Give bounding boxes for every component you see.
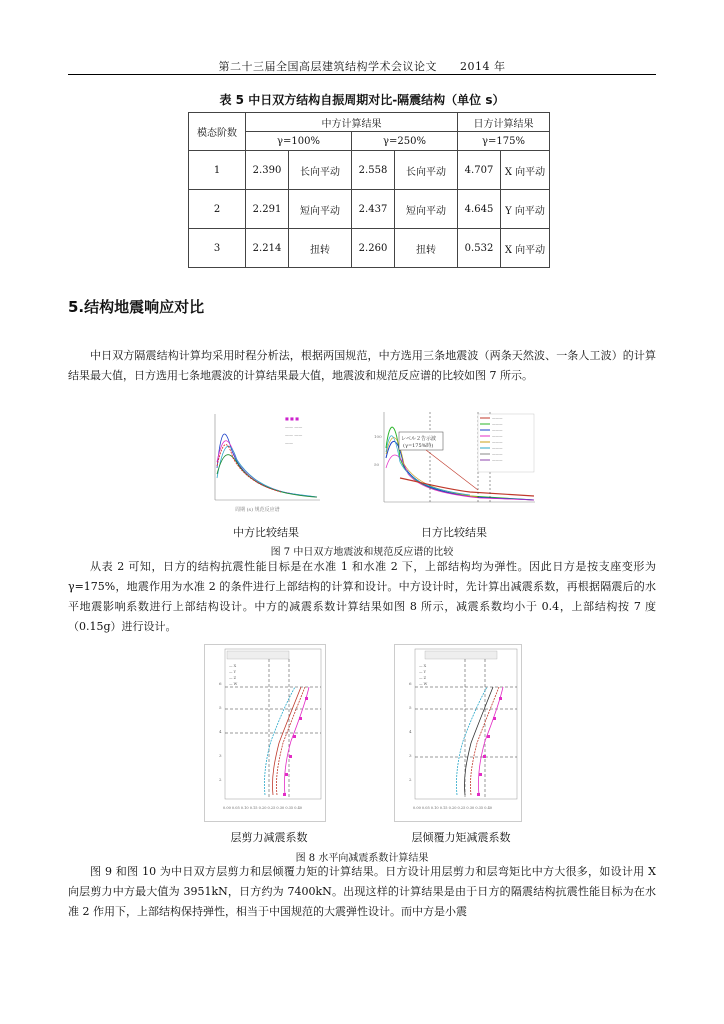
fig8-left-caption: 层剪力减震系数 <box>230 831 308 844</box>
svg-text:4: 4 <box>409 729 412 734</box>
svg-text:———: ——— <box>492 434 503 438</box>
fig8-right-chart <box>394 644 522 822</box>
svg-text:6: 6 <box>219 681 222 686</box>
fig7-right-chart <box>370 408 538 518</box>
cell-t250: 2.260 <box>352 229 395 268</box>
fig8-left-chart <box>204 644 326 822</box>
svg-text:2: 2 <box>409 777 412 782</box>
header-mode: 模态阶数 <box>189 113 246 151</box>
svg-text:周期 (s) 规范反应谱: 周期 (s) 规范反应谱 <box>235 507 280 513</box>
cell-djp: Y 向平动 <box>501 190 550 229</box>
svg-text:— X: — X <box>419 664 427 668</box>
svg-text:— Z: — Z <box>229 676 237 680</box>
cell-t250: 2.558 <box>352 151 395 190</box>
cell-tjp: 4.645 <box>458 190 501 229</box>
svg-text:—— ——: —— —— <box>285 432 303 437</box>
svg-text:———: ——— <box>492 452 503 456</box>
svg-text:3: 3 <box>219 753 222 758</box>
cell-tjp: 0.532 <box>458 229 501 268</box>
fig7-caption: 图 7 中日双方地震波和规范反应谱的比较 <box>270 547 454 558</box>
section-title: 5.结构地震响应对比 <box>68 298 205 316</box>
svg-text:3: 3 <box>409 753 412 758</box>
paragraph-2: 从表 2 可知，日方的结构抗震性能目标是在水准 1 和水准 2 下，上部结构均为弹性。因此日方是按支座变形为γ=175%，地震作用为水准 2 的条件进行上部结构的计算和设计。中方设计时，先计算出减震系数，再根据隔震后的水平地震影响系数进行上部结构设计。中方的减震系数计算结果如图 8 所示，减震系数均小于 0.4，上部结构按 7 度（0.15g）进行设计。 <box>68 560 656 633</box>
svg-text:———: ——— <box>492 422 503 426</box>
cell-d100: 长向平动 <box>289 151 352 190</box>
fig8-right-caption: 层倾覆力矩减震系数 <box>411 831 511 844</box>
running-header: 第二十三届全国高层建筑结构学术会议论文 2014 年 <box>218 60 506 73</box>
header-japan: 日方计算结果 <box>458 113 550 132</box>
cell-t100: 2.291 <box>246 190 289 229</box>
svg-text:———: ——— <box>492 440 503 444</box>
header-rule <box>68 74 656 75</box>
fig7-jp-annotation-2: (γ=175%時) <box>403 443 434 449</box>
table-row <box>189 151 550 190</box>
svg-text:5: 5 <box>219 705 222 710</box>
svg-text:——: —— <box>285 440 293 445</box>
cell-djp: X 向平动 <box>501 229 550 268</box>
cell-tjp: 4.707 <box>458 151 501 190</box>
cell-mode: 2 <box>189 190 246 229</box>
header-china: 中方计算结果 <box>246 113 458 132</box>
cell-d250: 扭转 <box>395 229 458 268</box>
svg-text:———: ——— <box>492 416 503 420</box>
fig7-jp-annotation-1: レベル２告示波 <box>401 436 437 442</box>
fig8-caption: 图 8 水平向减震系数计算结果 <box>295 853 429 864</box>
table-row <box>189 229 550 268</box>
svg-text:■ ■ ■: ■ ■ ■ <box>285 416 299 421</box>
svg-text:— Z: — Z <box>419 676 427 680</box>
svg-text:50: 50 <box>374 462 380 467</box>
header-gamma-175: γ=175% <box>458 132 550 151</box>
svg-text:— W: — W <box>229 682 238 686</box>
svg-text:———: ——— <box>492 428 503 432</box>
paragraph-3: 图 9 和图 10 为中日双方层剪力和层倾覆力矩的计算结果。日方设计用层剪力和层弯矩比中方大很多，如设计用 X 向层剪力中方最大值为 3951kN，日方约为 7400kN。出现这样的计算结果是由于日方的隔震结构抗震性能目标为在水准 2 作用下，上部结构保持弹性，相当于中国规范的大震弹性设计。而中方是小震 <box>68 865 656 918</box>
paragraph-1: 中日双方隔震结构计算均采用时程分析法，根据两国规范，中方选用三条地震波（两条天然波、一条人工波）的计算结果最大值，日方选用七条地震波的计算结果最大值，地震波和规范反应谱的比较如图 7 所示。 <box>68 349 656 382</box>
svg-text:0.00 0.05 0.10 0.15 0.20 0.25: 0.00 0.05 0.10 0.15 0.20 0.25 0.30 0.35 0.40 <box>413 806 493 810</box>
svg-text:———: ——— <box>492 446 503 450</box>
cell-t100: 2.390 <box>246 151 289 190</box>
header-gamma-250: γ=250% <box>352 132 458 151</box>
cell-djp: X 向平动 <box>501 151 550 190</box>
svg-text:4: 4 <box>219 729 222 734</box>
cell-d100: 扭转 <box>289 229 352 268</box>
svg-text:6: 6 <box>409 681 412 686</box>
fig7-left-chart <box>205 408 325 516</box>
svg-text:0.00 0.05 0.10 0.15 0.20 0.25: 0.00 0.05 0.10 0.15 0.20 0.25 0.30 0.35 0.40 <box>223 806 303 810</box>
svg-text:— W: — W <box>419 682 428 686</box>
table-caption: 表 5 中日双方结构自振周期对比-隔震结构（单位 s） <box>219 93 505 107</box>
cell-d250: 长向平动 <box>395 151 458 190</box>
header-gamma-100: γ=100% <box>246 132 352 151</box>
cell-t250: 2.437 <box>352 190 395 229</box>
svg-text:100: 100 <box>374 434 382 439</box>
table-row <box>189 190 550 229</box>
cell-t100: 2.214 <box>246 229 289 268</box>
svg-text:2: 2 <box>219 777 222 782</box>
svg-text:———: ——— <box>492 458 503 462</box>
cell-d250: 短向平动 <box>395 190 458 229</box>
svg-text:5: 5 <box>409 705 412 710</box>
fig7-left-caption: 中方比较结果 <box>233 526 299 539</box>
period-table <box>188 112 550 268</box>
svg-text:— X: — X <box>229 664 237 668</box>
cell-d100: 短向平动 <box>289 190 352 229</box>
svg-text:— Y: — Y <box>229 670 236 674</box>
fig7-right-caption: 日方比较结果 <box>421 526 487 539</box>
svg-text:— Y: — Y <box>419 670 426 674</box>
cell-mode: 3 <box>189 229 246 268</box>
svg-text:—— ——: —— —— <box>285 424 303 429</box>
cell-mode: 1 <box>189 151 246 190</box>
